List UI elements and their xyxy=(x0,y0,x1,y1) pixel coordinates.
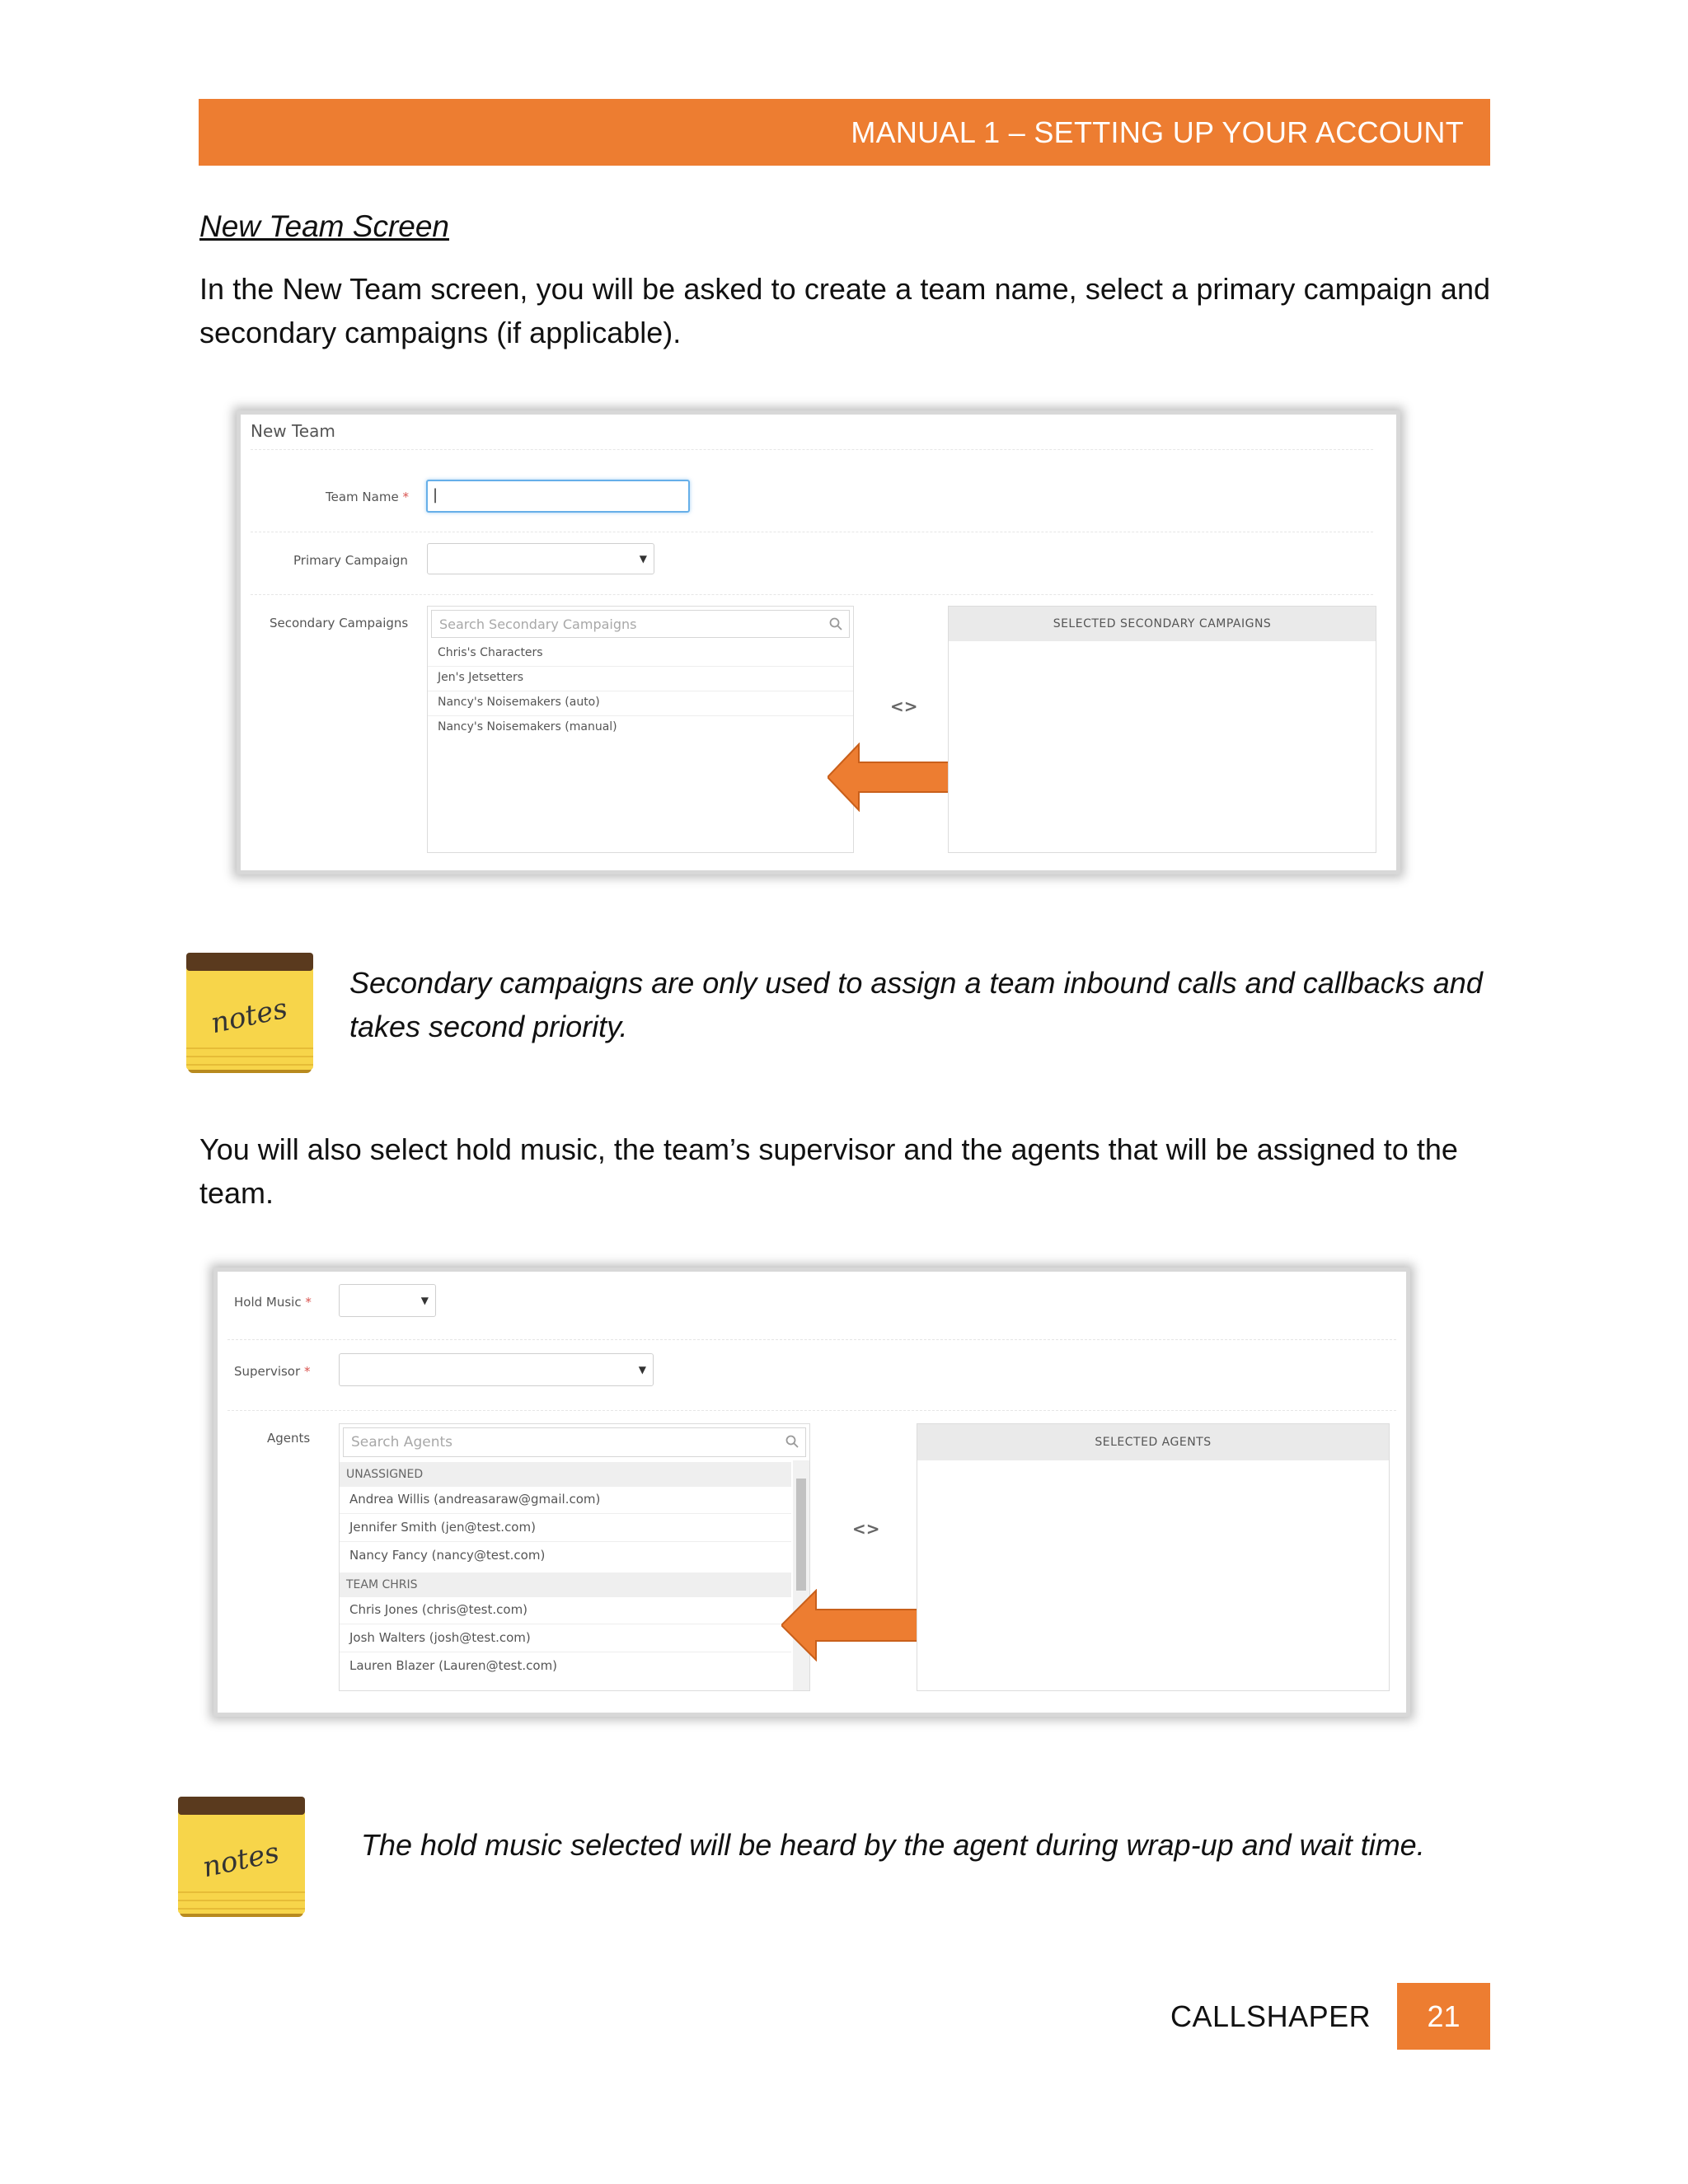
supervisor-label: Supervisor * xyxy=(234,1364,311,1379)
paragraph-2: You will also select hold music, the team’s supervisor and the agents that will be assigned to the team. xyxy=(199,1132,1458,1210)
selected-campaigns-header: SELECTED SECONDARY CAMPAIGNS xyxy=(949,607,1376,641)
divider xyxy=(251,449,1373,450)
search-icon xyxy=(828,616,843,631)
intro-paragraph: In the New Team screen, you will be asked to create a team name, select a primary campaign and secondary campaigns (if applicable). xyxy=(199,272,1490,349)
divider xyxy=(251,594,1373,595)
search-placeholder: Search Agents xyxy=(351,1434,452,1451)
page-number: 21 xyxy=(1397,1983,1490,2050)
note-1: Secondary campaigns are only used to assign a team inbound calls and callbacks and takes second priority. xyxy=(349,966,1483,1043)
row-divider xyxy=(428,666,853,667)
header-title: MANUAL 1 – SETTING UP YOUR ACCOUNT xyxy=(851,115,1464,149)
supervisor-select[interactable] xyxy=(339,1353,654,1386)
section-heading: New Team Screen xyxy=(199,209,449,243)
scrollbar-thumb[interactable] xyxy=(796,1479,806,1591)
selected-agents-panel xyxy=(917,1423,1390,1691)
agent-search[interactable] xyxy=(343,1427,806,1457)
search-placeholder: Search Secondary Campaigns xyxy=(439,616,637,632)
divider xyxy=(227,1410,1396,1411)
group-header-unassigned: UNASSIGNED xyxy=(340,1462,791,1487)
secondary-campaigns-list xyxy=(427,606,854,853)
campaign-item[interactable]: Chris's Characters xyxy=(438,646,543,659)
agent-item[interactable]: Jennifer Smith (jen@test.com) xyxy=(349,1520,536,1535)
row-divider xyxy=(340,1513,791,1514)
agent-item[interactable]: Chris Jones (chris@test.com) xyxy=(349,1602,528,1617)
agents-label: Agents xyxy=(267,1431,311,1446)
team-name-label: Team Name * xyxy=(326,490,409,504)
team-name-input[interactable] xyxy=(426,480,690,513)
primary-campaign-select[interactable] xyxy=(427,543,654,574)
agent-item[interactable]: Josh Walters (josh@test.com) xyxy=(349,1630,531,1645)
note-2: The hold music selected will be heard by the agent during wrap-up and wait time. xyxy=(361,1828,1425,1862)
hold-music-select[interactable] xyxy=(339,1284,436,1317)
notes-pad-icon xyxy=(171,1793,312,1925)
swap-icon[interactable]: <> xyxy=(890,696,918,716)
header-bar xyxy=(199,99,1490,166)
secondary-campaigns-label: Secondary Campaigns xyxy=(270,616,409,630)
campaign-item[interactable]: Nancy's Noisemakers (manual) xyxy=(438,720,617,733)
search-icon xyxy=(785,1434,799,1449)
secondary-campaign-search[interactable] xyxy=(431,610,850,638)
agent-item[interactable]: Andrea Willis (andreasaraw@gmail.com) xyxy=(349,1492,601,1507)
agents-list xyxy=(339,1423,810,1691)
campaign-item[interactable]: Nancy's Noisemakers (auto) xyxy=(438,696,600,709)
chevron-down-icon: ▼ xyxy=(638,1364,646,1376)
row-divider xyxy=(340,1541,791,1542)
primary-campaign-label: Primary Campaign xyxy=(293,553,408,568)
selected-agents-header: SELECTED AGENTS xyxy=(917,1424,1389,1460)
form-title: New Team xyxy=(251,421,335,441)
agent-item[interactable]: Lauren Blazer (Lauren@test.com) xyxy=(349,1658,558,1673)
divider xyxy=(227,1339,1396,1340)
selected-campaigns-panel xyxy=(948,606,1376,853)
notes-icon-text: notes xyxy=(199,1835,283,1885)
team-settings-screenshot xyxy=(218,1272,1406,1713)
notes-icon-text: notes xyxy=(208,991,291,1041)
swap-icon[interactable]: <> xyxy=(852,1519,880,1539)
notes-pad-icon xyxy=(180,949,320,1081)
campaign-item[interactable]: Jen's Jetsetters xyxy=(438,671,523,684)
hold-music-label: Hold Music * xyxy=(234,1295,312,1310)
footer-brand: CALLSHAPER xyxy=(1170,1999,1372,2033)
agent-item[interactable]: Nancy Fancy (nancy@test.com) xyxy=(349,1548,546,1563)
new-team-screenshot xyxy=(241,415,1396,870)
row-divider xyxy=(428,715,853,716)
group-header-team-chris: TEAM CHRIS xyxy=(340,1572,791,1597)
chevron-down-icon: ▼ xyxy=(639,553,647,565)
chevron-down-icon: ▼ xyxy=(420,1295,429,1306)
text-cursor: | xyxy=(433,486,438,504)
